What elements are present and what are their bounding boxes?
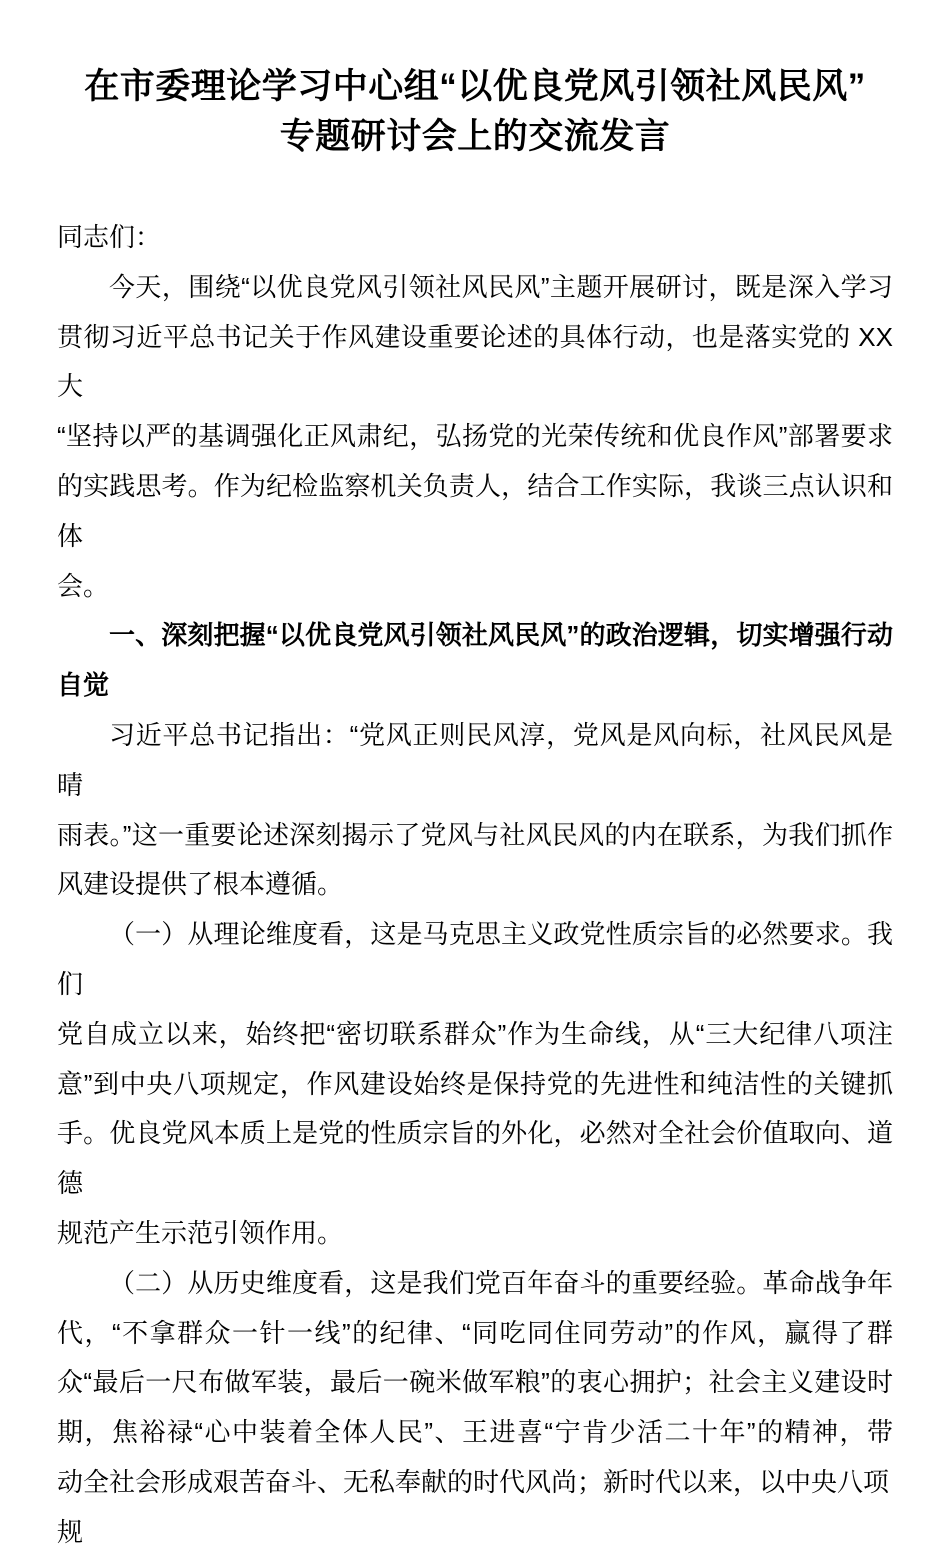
text-line: 的实践思考。作为纪检监察机关负责人，结合工作实际，我谈三点认识和体 [57, 470, 893, 551]
title-line-2: 专题研讨会上的交流发言 [279, 117, 671, 156]
paragraph-salutation [57, 213, 893, 263]
text-line: 风建设提供了根本遵循。 [57, 869, 344, 900]
text-line: 众“最后一尺布做军装，最后一碗米做军粮”的衷心拥护；社会主义建设时 [57, 1367, 893, 1398]
paragraph-body [57, 711, 893, 910]
paragraph-body [57, 263, 893, 612]
text-line: 一、深刻把握“以优良党风引领社风民风”的政治逻辑，切实增强行动 [109, 620, 893, 651]
text-line: （一）从理论维度看，这是马克思主义政党性质宗旨的必然要求。我们 [57, 919, 893, 999]
text-line: （二）从历史维度看，这是我们党百年奋斗的重要经验。革命战争年 [109, 1267, 893, 1298]
text-line: 党自成立以来，始终把“密切联系群众”作为生命线，从“三大纪律八项注 [57, 1018, 893, 1049]
text-line: 代，“不拿群众一针一线”的纪律、“同吃同住同劳动”的作风，赢得了群 [57, 1317, 893, 1348]
paragraph-heading [57, 611, 893, 711]
paragraph-body [57, 910, 893, 1259]
text-line: 规范产生示范引领作用。 [57, 1217, 344, 1248]
document-body [0, 213, 950, 1558]
text-line: 自觉 [57, 670, 110, 701]
text-line: 习近平总书记指出：“党风正则民风淳，党风是风向标，社风民风是晴 [57, 719, 893, 800]
text-line: 贯彻习近平总书记关于作风建设重要论述的具体行动，也是落实党的 XX 大 [57, 321, 893, 402]
text-line: 雨表。”这一重要论述深刻揭示了党风与社风民风的内在联系，为我们抓作 [57, 819, 893, 850]
text-line: 手。优良党风本质上是党的性质宗旨的外化，必然对全社会价值取向、道德 [57, 1118, 893, 1199]
text-line: “坚持以严的基调强化正风肃纪，弘扬党的光荣传统和优良作风”部署要求 [57, 421, 893, 452]
text-line: 期，焦裕禄“心中装着全体人民”、王进喜“宁肯少活二十年”的精神，带 [57, 1417, 893, 1448]
text-line: 动全社会形成艰苦奋斗、无私奉献的时代风尚；新时代以来，以中央八项规 [57, 1466, 890, 1547]
document-title [0, 0, 950, 162]
text-line: 今天，围绕“以优良党风引领社风民风”主题开展研讨，既是深入学习 [109, 271, 893, 302]
title-line-1: 在市委理论学习中心组“以优良党风引领社风民风” [84, 67, 866, 106]
text-line: 会。 [57, 570, 110, 601]
text-line: 同志们： [57, 222, 162, 252]
paragraph-body [57, 1259, 893, 1558]
text-line: 意”到中央八项规定，作风建设始终是保持党的先进性和纯洁性的关键抓 [57, 1068, 893, 1099]
